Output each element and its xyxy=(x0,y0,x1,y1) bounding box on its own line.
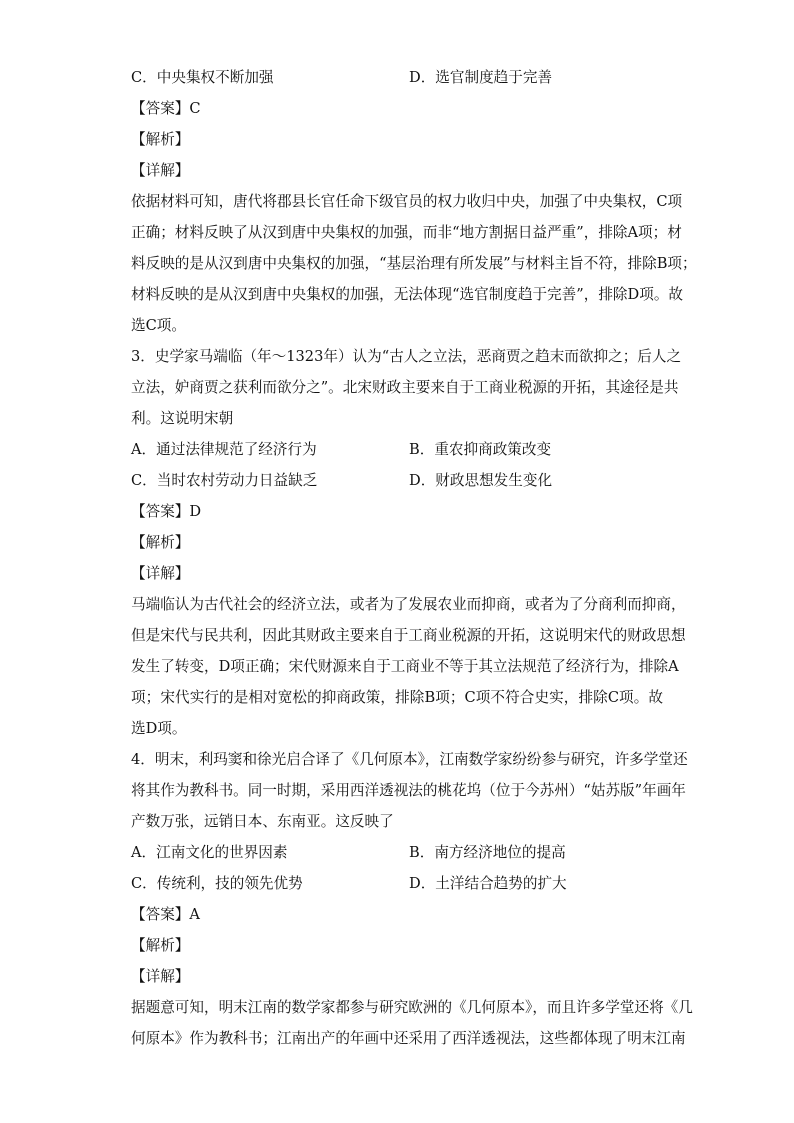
q3-detail-heading: 【详解】 xyxy=(131,565,190,582)
q2-analysis-heading: 【解析】 xyxy=(131,131,190,148)
q4-detail-heading: 【详解】 xyxy=(131,968,190,985)
q2-option-c: C．中央集权不断加强 xyxy=(131,69,274,86)
q3-stem xyxy=(131,341,682,434)
q4-options-row xyxy=(131,868,663,899)
q2-option-d: D．选官制度趋于完善 xyxy=(409,69,553,86)
page-content xyxy=(131,62,697,1054)
q2-explanation-line: 材料反映的是从汉到唐中央集权的加强，无法体现“选官制度趋于完善”，排除D项。故 xyxy=(131,286,684,303)
q3-options-row xyxy=(131,465,663,496)
q4-explanation-line: 何原本》作为教科书；江南出产的年画中还采用了西洋透视法，这些都体现了明末江南 xyxy=(131,1030,686,1047)
q4-stem-line: 产数万张，远销日本、东南亚。这反映了 xyxy=(131,813,394,830)
q4-explanation xyxy=(131,992,693,1054)
q2-answer: 【答案】C xyxy=(131,100,201,117)
q4-answer: 【答案】A xyxy=(131,906,200,923)
q3-option-a: A．通过法律规范了经济行为 xyxy=(131,441,317,458)
q3-answer: 【答案】D xyxy=(131,503,202,520)
q4-option-c: C．传统利，技的领先优势 xyxy=(131,875,303,892)
q4-option-a: A．江南文化的世界因素 xyxy=(131,844,288,861)
q2-explanation-line: 正确；材料反映了从汉到唐中央集权的加强，而非“地方割据日益严重”，排除A项；材 xyxy=(131,224,682,241)
q4-stem xyxy=(131,744,688,837)
q3-explanation-line: 但是宋代与民共利，因此其财政主要来自于工商业税源的开拓，这说明宋代的财政思想 xyxy=(131,627,686,644)
q4-analysis-heading: 【解析】 xyxy=(131,937,190,954)
q4-stem-line: 4．明末，利玛窦和徐光启合译了《几何原本》，江南数学家纷纷参与研究，许多学堂还 xyxy=(131,751,688,768)
q3-option-c: C．当时农村劳动力日益缺乏 xyxy=(131,472,318,489)
q2-explanation-line: 选C项。 xyxy=(131,317,186,334)
q3-explanation-line: 马端临认为古代社会的经济立法，或者为了发展农业而抑商，或者为了分商利而抑商， xyxy=(131,596,686,613)
q2-detail-heading: 【详解】 xyxy=(131,162,190,179)
q2-options-row xyxy=(131,62,663,93)
q3-stem-line: 3．史学家马端临（年～1323年）认为“古人之立法，恶商贾之趋末而欲抑之；后人之 xyxy=(131,348,682,365)
q3-explanation-line: 选D项。 xyxy=(131,720,187,737)
q3-explanation-line: 发生了转变，D项正确；宋代财源来自于工商业不等于其立法规范了经济行为，排除A xyxy=(131,658,679,675)
q4-option-b: B．南方经济地位的提高 xyxy=(409,844,566,861)
q3-explanation xyxy=(131,589,686,744)
q3-option-b: B．重农抑商政策改变 xyxy=(409,441,552,458)
q3-stem-line: 立法，妒商贾之获利而欲分之”。北宋财政主要来自于工商业税源的开拓，其途径是共 xyxy=(131,379,679,396)
q3-options-row xyxy=(131,434,663,465)
q2-explanation-line: 依据材料可知，唐代将郡县长官任命下级官员的权力收归中央，加强了中央集权，C项 xyxy=(131,193,683,210)
q3-option-d: D．财政思想发生变化 xyxy=(409,472,553,489)
q3-explanation-line: 项；宋代实行的是相对宽松的抑商政策，排除B项；C项不符合史实，排除C项。故 xyxy=(131,689,663,706)
q2-explanation xyxy=(131,186,697,341)
q4-options-row xyxy=(131,837,663,868)
q4-explanation-line: 据题意可知，明末江南的数学家都参与研究欧洲的《几何原本》，而且许多学堂还将《几 xyxy=(131,999,693,1016)
q3-analysis-heading: 【解析】 xyxy=(131,534,190,551)
q2-explanation-line: 料反映的是从汉到唐中央集权的加强，“基层治理有所发展”与材料主旨不符，排除B项； xyxy=(131,255,697,272)
q3-stem-line: 利。这说明宋朝 xyxy=(131,410,234,427)
q4-stem-line: 将其作为教科书。同一时期，采用西洋透视法的桃花坞（位于今苏州）“姑苏版”年画年 xyxy=(131,782,686,799)
q4-option-d: D．土洋结合趋势的扩大 xyxy=(409,875,567,892)
